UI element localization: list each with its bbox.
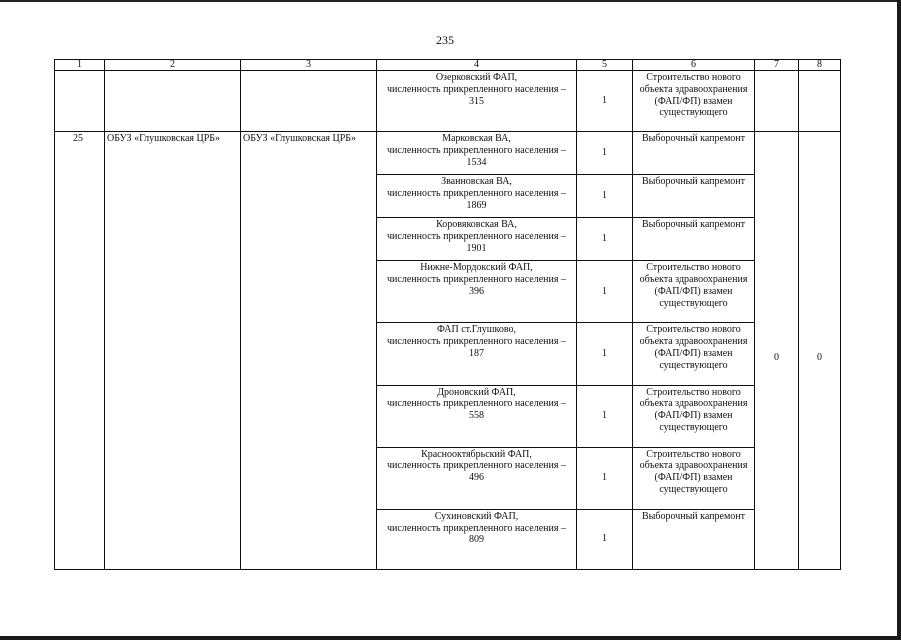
count-cell: 1 (577, 175, 633, 218)
object-cell: Званновская ВА, численность прикрепленного населения – 1869 (377, 175, 577, 218)
organization-cell: ОБУЗ «Глушковская ЦРБ» (105, 132, 241, 570)
cell-num-empty (55, 71, 105, 132)
work-type-cell: Выборочный капремонт (633, 509, 755, 569)
header-row (55, 60, 841, 71)
column-header: 4 (377, 60, 577, 71)
work-type-cell: Выборочный капремонт (633, 175, 755, 218)
column-header: 8 (799, 60, 841, 71)
object-cell: Коровяковская ВА, численность прикрепленного населения – 1901 (377, 218, 577, 261)
cell-recipient-empty (241, 71, 377, 132)
work-type-cell: Выборочный капремонт (633, 132, 755, 175)
work-type-cell: Строительство нового объекта здравоохранения (ФАП/ФП) взамен существующего (633, 447, 755, 509)
object-cell: Марковская ВА, численность прикрепленного населения – 1534 (377, 132, 577, 175)
table-row (55, 71, 841, 132)
column-header: 1 (55, 60, 105, 71)
table-row (55, 132, 841, 175)
object-cell: Краснооктябрьский ФАП, численность прикрепленного населения – 496 (377, 447, 577, 509)
col8-value-cell: 0 (799, 132, 841, 570)
count-cell: 1 (577, 509, 633, 569)
work-type-cell: Строительство нового объекта здравоохранения (ФАП/ФП) взамен существующего (633, 385, 755, 447)
count-cell: 1 (577, 71, 633, 132)
allocation-table (54, 59, 841, 570)
col7-value-cell: 0 (755, 132, 799, 570)
count-cell: 1 (577, 447, 633, 509)
scan-border-top (0, 0, 901, 2)
count-cell: 1 (577, 261, 633, 323)
work-type-cell: Строительство нового объекта здравоохранения (ФАП/ФП) взамен существующего (633, 71, 755, 132)
object-cell: Озерковский ФАП, численность прикрепленного населения – 315 (377, 71, 577, 132)
column-header: 7 (755, 60, 799, 71)
count-cell: 1 (577, 132, 633, 175)
object-cell: Нижне-Мордокский ФАП, численность прикрепленного населения – 396 (377, 261, 577, 323)
scan-border-bottom (0, 636, 901, 640)
scan-border-right (897, 0, 901, 640)
count-cell: 1 (577, 218, 633, 261)
object-cell: ФАП ст.Глушково, численность прикрепленного населения – 187 (377, 323, 577, 385)
work-type-cell: Строительство нового объекта здравоохранения (ФАП/ФП) взамен существующего (633, 323, 755, 385)
object-cell: Сухиновский ФАП, численность прикрепленного населения – 809 (377, 509, 577, 569)
column-header: 3 (241, 60, 377, 71)
column-header: 5 (577, 60, 633, 71)
cell-col7-empty (755, 71, 799, 132)
work-type-cell: Выборочный капремонт (633, 218, 755, 261)
row-number-cell: 25 (55, 132, 105, 570)
work-type-cell: Строительство нового объекта здравоохранения (ФАП/ФП) взамен существующего (633, 261, 755, 323)
recipient-cell: ОБУЗ «Глушковская ЦРБ» (241, 132, 377, 570)
count-cell: 1 (577, 323, 633, 385)
count-cell: 1 (577, 385, 633, 447)
column-header: 2 (105, 60, 241, 71)
cell-col8-empty (799, 71, 841, 132)
cell-org-empty (105, 71, 241, 132)
object-cell: Дроновский ФАП, численность прикрепленного населения – 558 (377, 385, 577, 447)
column-header: 6 (633, 60, 755, 71)
page-number: 235 (436, 33, 454, 47)
